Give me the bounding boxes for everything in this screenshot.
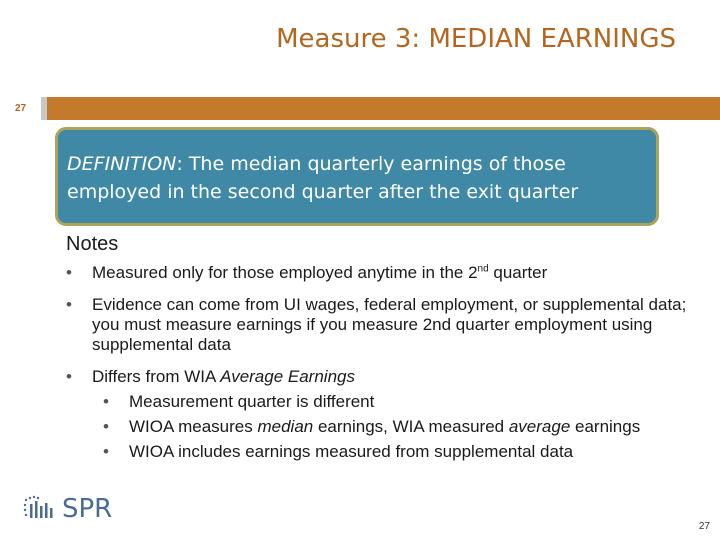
notes-heading: Notes <box>66 233 119 255</box>
notes-list <box>66 263 706 466</box>
sub-2-italic-average: average <box>508 417 571 436</box>
slide-title: Measure 3: MEDIAN EARNINGS <box>276 24 676 54</box>
page-number: 27 <box>698 521 710 532</box>
slide-number: 27 <box>0 97 41 120</box>
sub-2-italic-median: median <box>257 417 314 436</box>
header-bar <box>0 97 720 120</box>
sub-2-text-c: earnings, WIA measured <box>313 417 509 436</box>
spr-logo <box>22 494 112 524</box>
definition-label: DEFINITION <box>67 153 177 175</box>
spr-logo-icon <box>22 494 58 524</box>
bullet-3-text: Differs from WIA <box>92 367 221 386</box>
spr-logo-text: SPR <box>62 494 113 524</box>
notes-subbullet-1: • Measurement quarter is different <box>103 391 706 413</box>
notes-bullet-2: • Evidence can come from UI wages, federal employment, or supplemental data; you must measure earnings if you measure 2nd quarter employment using supplemental data <box>66 295 706 355</box>
definition-text: : The median quarterly earnings of those employed in the second quarter after the exit quarter <box>67 153 579 203</box>
bullet-1-superscript: nd <box>477 263 489 275</box>
bullet-1-suffix: quarter <box>488 263 548 282</box>
notes-subbullet-2 <box>103 416 706 438</box>
notes-subbullet-3: • WIOA includes earnings measured from supplemental data <box>103 441 706 463</box>
bullet-1-text: Measured only for those employed anytime in the 2 <box>92 263 478 282</box>
notes-bullet-3 <box>66 367 706 387</box>
definition-box <box>55 127 659 226</box>
sub-2-text-e: earnings <box>570 417 641 436</box>
notes-bullet-1 <box>66 263 706 283</box>
header-bar-orange-segment <box>47 97 720 120</box>
bullet-3-italic: Average Earnings <box>220 367 355 386</box>
sub-2-text-a: WIOA measures <box>129 417 258 436</box>
